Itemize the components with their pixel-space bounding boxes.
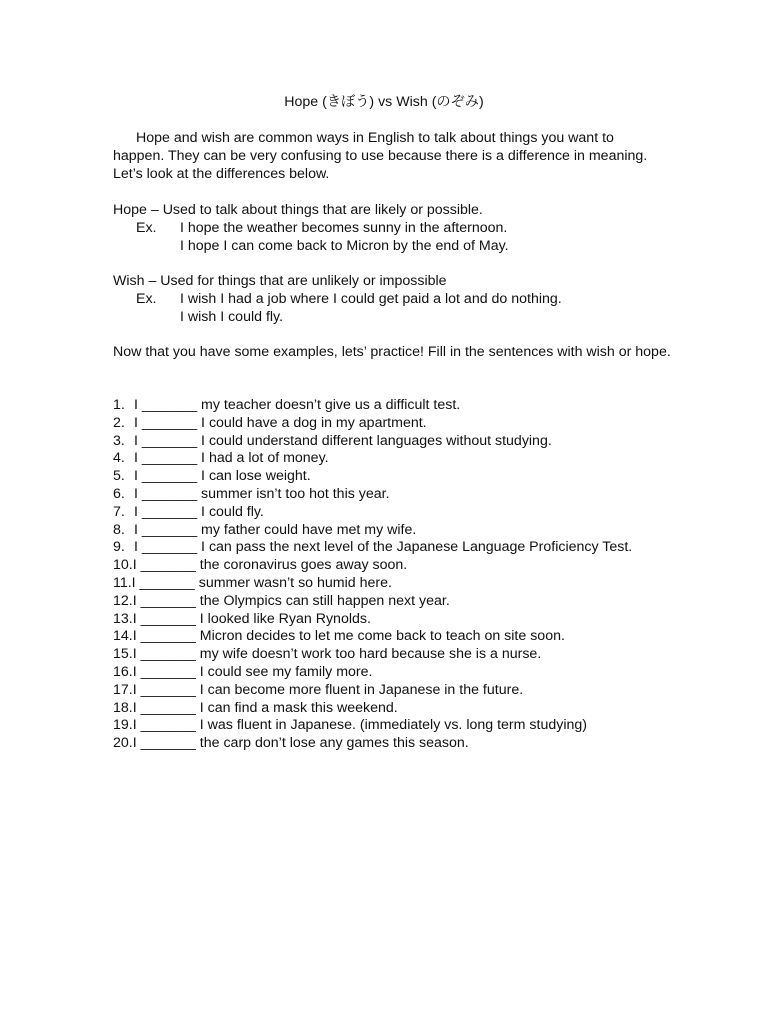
exercise-number: 2.: [113, 414, 125, 431]
exercise-text: I _______ I can pass the next level of the Japanese Language Proficiency Test.: [134, 539, 633, 556]
exercise-item: [113, 646, 632, 664]
exercise-number: 18.: [113, 699, 133, 716]
exercise-text: I _______ I could fly.: [134, 503, 264, 520]
exercise-list: [113, 397, 632, 753]
exercise-number: 20.: [113, 735, 133, 752]
hope-example-label: Ex.: [136, 220, 157, 236]
exercise-item: [113, 486, 632, 504]
wish-definition: Wish – Used for things that are unlikely or impossible: [113, 273, 447, 289]
exercise-text: I _______ I can become more fluent in Japanese in the future.: [132, 681, 524, 698]
wish-example-label: Ex.: [136, 291, 157, 307]
exercise-text: I _______ my father could have met my wife.: [134, 521, 417, 538]
exercise-text: I _______ I had a lot of money.: [134, 450, 329, 467]
exercise-number: 5.: [113, 468, 125, 485]
exercise-item: [113, 700, 632, 718]
document-title: Hope (きぼう) vs Wish (のぞみ): [284, 94, 484, 110]
exercise-text: I _______ the coronavirus goes away soon.: [132, 557, 408, 574]
exercise-item: [113, 504, 632, 522]
exercise-text: I _______ Micron decides to let me come back to teach on site soon.: [132, 628, 565, 645]
exercise-item: [113, 433, 632, 451]
exercise-text: I _______ I could understand different languages without studying.: [134, 432, 552, 449]
exercise-number: 11.: [113, 574, 132, 591]
exercise-text: I _______ the Olympics can still happen next year.: [132, 592, 450, 609]
hope-example-1: I hope the weather becomes sunny in the afternoon.: [180, 220, 508, 236]
exercise-item: [113, 557, 632, 575]
intro-paragraph: [113, 129, 653, 183]
exercise-item: [113, 593, 632, 611]
exercise-item: [113, 468, 632, 486]
exercise-text: I _______ my wife doesn’t work too hard because she is a nurse.: [132, 646, 542, 663]
exercise-text: I _______ I looked like Ryan Rynolds.: [132, 610, 371, 627]
exercise-item: [113, 397, 632, 415]
exercise-item: [113, 628, 632, 646]
exercise-number: 14.: [113, 628, 133, 645]
exercise-number: 7.: [113, 503, 125, 520]
exercise-text: I _______ I could see my family more.: [132, 663, 373, 680]
exercise-number: 9.: [113, 539, 125, 556]
exercise-item: [113, 522, 632, 540]
exercise-item: [113, 682, 632, 700]
exercise-text: I _______ I can find a mask this weekend.: [132, 699, 398, 716]
exercise-item: [113, 575, 632, 593]
exercise-item: [113, 735, 632, 753]
exercise-item: [113, 717, 632, 735]
exercise-number: 10.: [113, 557, 133, 574]
practice-instructions: Now that you have some examples, lets’ practice! Fill in the sentences with wish or hope.: [113, 344, 671, 360]
exercise-text: I _______ summer wasn’t so humid here.: [131, 574, 392, 591]
exercise-item: [113, 664, 632, 682]
exercise-number: 6.: [113, 485, 125, 502]
exercise-item: [113, 450, 632, 468]
exercise-item: [113, 539, 632, 557]
exercise-number: 17.: [113, 681, 133, 698]
exercise-text: I _______ the carp don’t lose any games this season.: [132, 735, 469, 752]
exercise-number: 1.: [113, 397, 125, 413]
exercise-number: 16.: [113, 663, 133, 680]
exercise-number: 3.: [113, 432, 125, 449]
wish-example-2: I wish I could fly.: [180, 309, 284, 325]
exercise-text: I _______ my teacher doesn’t give us a difficult test.: [134, 397, 461, 413]
exercise-item: [113, 415, 632, 433]
exercise-text: I _______ I was fluent in Japanese. (immediately vs. long term studying): [132, 717, 587, 734]
exercise-number: 19.: [113, 717, 133, 734]
exercise-text: I _______ I can lose weight.: [134, 468, 311, 485]
exercise-number: 15.: [113, 646, 133, 663]
hope-example-2: I hope I can come back to Micron by the end of May.: [180, 238, 509, 254]
exercise-number: 13.: [113, 610, 133, 627]
exercise-text: I _______ summer isn’t too hot this year.: [134, 485, 390, 502]
exercise-number: 12.: [113, 592, 133, 609]
intro-text: Hope and wish are common ways in English to talk about things you want to happen. They can be very confusing to use because there is a difference in meaning. Let’s look at the differences below.: [113, 130, 648, 182]
exercise-number: 8.: [113, 521, 125, 538]
exercise-number: 4.: [113, 450, 125, 467]
exercise-text: I _______ I could have a dog in my apartment.: [134, 414, 427, 431]
exercise-item: [113, 611, 632, 629]
hope-definition: Hope – Used to talk about things that are likely or possible.: [113, 202, 483, 218]
wish-example-1: I wish I had a job where I could get paid a lot and do nothing.: [180, 291, 562, 307]
